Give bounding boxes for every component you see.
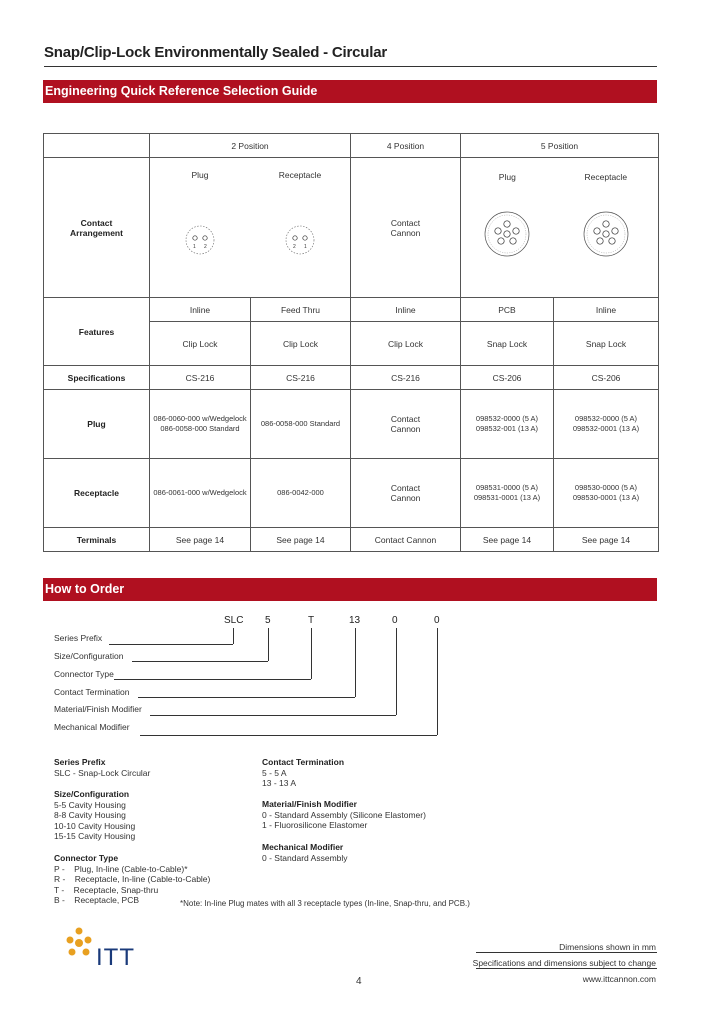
spec-4: CS-206	[461, 366, 554, 390]
footnote: *Note: In-line Plug mates with all 3 receptacle types (In-line, Snap-thru, and PCB.)	[180, 899, 470, 908]
spec-2: CS-216	[251, 366, 351, 390]
line-size-v	[268, 628, 269, 661]
footer-info: Dimensions shown in mm Specifications and dimensions subject to change www.ittcannon.com	[473, 939, 656, 987]
order-label-size: Size/Configuration	[54, 651, 124, 661]
label-receptacle-2pos: Receptacle	[278, 170, 322, 180]
svg-text:1: 1	[304, 244, 307, 250]
line-series-v	[233, 628, 234, 644]
feature-lock-3: Clip Lock	[351, 322, 461, 366]
order-code-material: 0	[392, 615, 398, 626]
receptacle-part-2pos-inline: 086-0061-000 w/Wedgelock	[150, 459, 251, 528]
section-header-how-to-order: How to Order	[43, 578, 657, 601]
legend-material: Material/Finish Modifier 0 - Standard Assembly (Silicone Elastomer) 1 - Fluorosilicone Elastomer	[262, 799, 426, 830]
header-empty	[44, 134, 150, 158]
itt-logo-mark	[64, 926, 94, 960]
terminals-4: See page 14	[461, 528, 554, 552]
header-2-position: 2 Position	[150, 134, 351, 158]
plug-5pos-diagram	[481, 208, 533, 260]
spec-3: CS-216	[351, 366, 461, 390]
receptacle-part-5pos-pcb: 098531-0000 (5 A) 098531-0001 (13 A)	[461, 459, 554, 528]
line-material	[150, 715, 396, 716]
receptacle-part-5pos-inline: 098530-0000 (5 A) 098530-0001 (13 A)	[554, 459, 659, 528]
itt-logo-text: ITT	[96, 944, 135, 971]
page-title: Snap/Clip-Lock Environmentally Sealed - Circular	[44, 44, 387, 61]
line-type	[114, 679, 311, 680]
order-code-type: T	[308, 615, 315, 626]
section-header-selection-guide: Engineering Quick Reference Selection Guide	[43, 80, 657, 103]
feature-lock-4: Snap Lock	[461, 322, 554, 366]
order-code-size: 5	[265, 615, 271, 626]
row-label-plug: Plug	[44, 390, 150, 459]
feature-lock-2: Clip Lock	[251, 322, 351, 366]
receptacle-part-2pos-feedthru: 086-0042-000	[251, 459, 351, 528]
row-label-features: Features	[44, 298, 150, 366]
contact-arrangement-2pos	[150, 158, 351, 298]
legend-mechanical: Mechanical Modifier 0 - Standard Assembly	[262, 842, 348, 863]
svg-text:1: 1	[193, 244, 196, 250]
order-label-series-prefix: Series Prefix	[54, 633, 103, 643]
header-4-position: 4 Position	[351, 134, 461, 158]
row-label-receptacle: Receptacle	[44, 459, 150, 528]
line-size	[132, 661, 268, 662]
website-link[interactable]: www.ittcannon.com	[582, 974, 656, 984]
receptacle-2pos-diagram	[280, 220, 320, 260]
feature-lock-1: Clip Lock	[150, 322, 251, 366]
line-mechanical-v	[437, 628, 438, 735]
plug-part-5pos-inline: 098532-0000 (5 A) 098532-0001 (13 A)	[554, 390, 659, 459]
label-plug-2pos: Plug	[191, 170, 209, 180]
line-termination	[138, 697, 355, 698]
order-label-material: Material/Finish Modifier	[54, 704, 142, 714]
spec-5: CS-206	[554, 366, 659, 390]
page-number: 4	[356, 976, 362, 987]
svg-text:2: 2	[293, 244, 296, 250]
plug-part-4pos: Contact Cannon	[351, 390, 461, 459]
plug-2pos-diagram	[180, 220, 220, 260]
order-code-slc: SLC	[224, 615, 244, 626]
footer-rule	[476, 952, 657, 953]
label-plug-5pos: Plug	[498, 172, 516, 182]
terminals-5: See page 14	[554, 528, 659, 552]
reference-table	[43, 133, 659, 552]
contact-arrangement-5pos	[461, 158, 659, 298]
spec-1: CS-216	[150, 366, 251, 390]
legend-series-prefix: Series Prefix SLC - Snap-Lock Circular	[54, 757, 151, 778]
contact-arrangement-4pos: Contact Cannon	[351, 158, 461, 298]
header-5-position: 5 Position	[461, 134, 659, 158]
feature-lock-5: Snap Lock	[554, 322, 659, 366]
feature-inline-3: Inline	[351, 298, 461, 322]
label-receptacle-5pos: Receptacle	[584, 172, 628, 182]
feature-inline-1: Inline	[150, 298, 251, 322]
footer-rule	[476, 968, 657, 969]
svg-text:2: 2	[204, 244, 207, 250]
title-rule	[44, 66, 657, 67]
line-termination-v	[355, 628, 356, 697]
order-label-connector-type: Connector Type	[54, 669, 114, 679]
row-label-terminals: Terminals	[44, 528, 150, 552]
order-code-mechanical: 0	[434, 615, 440, 626]
terminals-1: See page 14	[150, 528, 251, 552]
feature-pcb: PCB	[461, 298, 554, 322]
line-series	[109, 644, 233, 645]
line-mechanical	[140, 735, 437, 736]
line-type-v	[311, 628, 312, 679]
terminals-2: See page 14	[251, 528, 351, 552]
legend-connector-type: Connector Type P - Plug, In-line (Cable-to-Cable)* R - Receptacle, In-line (Cable-to-Cable) T - Receptacle, Snap-thru B - Receptacle, PCB	[54, 853, 211, 905]
feature-inline-5: Inline	[554, 298, 659, 322]
legend-size-config: Size/Configuration 5-5 Cavity Housing 8-8 Cavity Housing 10-10 Cavity Housing 15-15 Cavity Housing	[54, 789, 136, 841]
receptacle-5pos-diagram	[580, 208, 632, 260]
order-label-mechanical: Mechanical Modifier	[54, 722, 130, 732]
row-label-contact-arrangement: Contact Arrangement	[44, 158, 150, 298]
legend-contact-termination: Contact Termination 5 - 5 A 13 - 13 A	[262, 757, 345, 788]
terminals-3: Contact Cannon	[351, 528, 461, 552]
row-label-specifications: Specifications	[44, 366, 150, 390]
receptacle-part-4pos: Contact Cannon	[351, 459, 461, 528]
plug-part-2pos-feedthru: 086-0058-000 Standard	[251, 390, 351, 459]
order-label-contact-termination: Contact Termination	[54, 687, 130, 697]
line-material-v	[396, 628, 397, 715]
feature-feedthru: Feed Thru	[251, 298, 351, 322]
plug-part-5pos-pcb: 098532-0000 (5 A) 098532-001 (13 A)	[461, 390, 554, 459]
order-code-termination: 13	[349, 615, 361, 626]
plug-part-2pos-inline: 086-0060-000 w/Wedgelock 086-0058-000 Standard	[150, 390, 251, 459]
